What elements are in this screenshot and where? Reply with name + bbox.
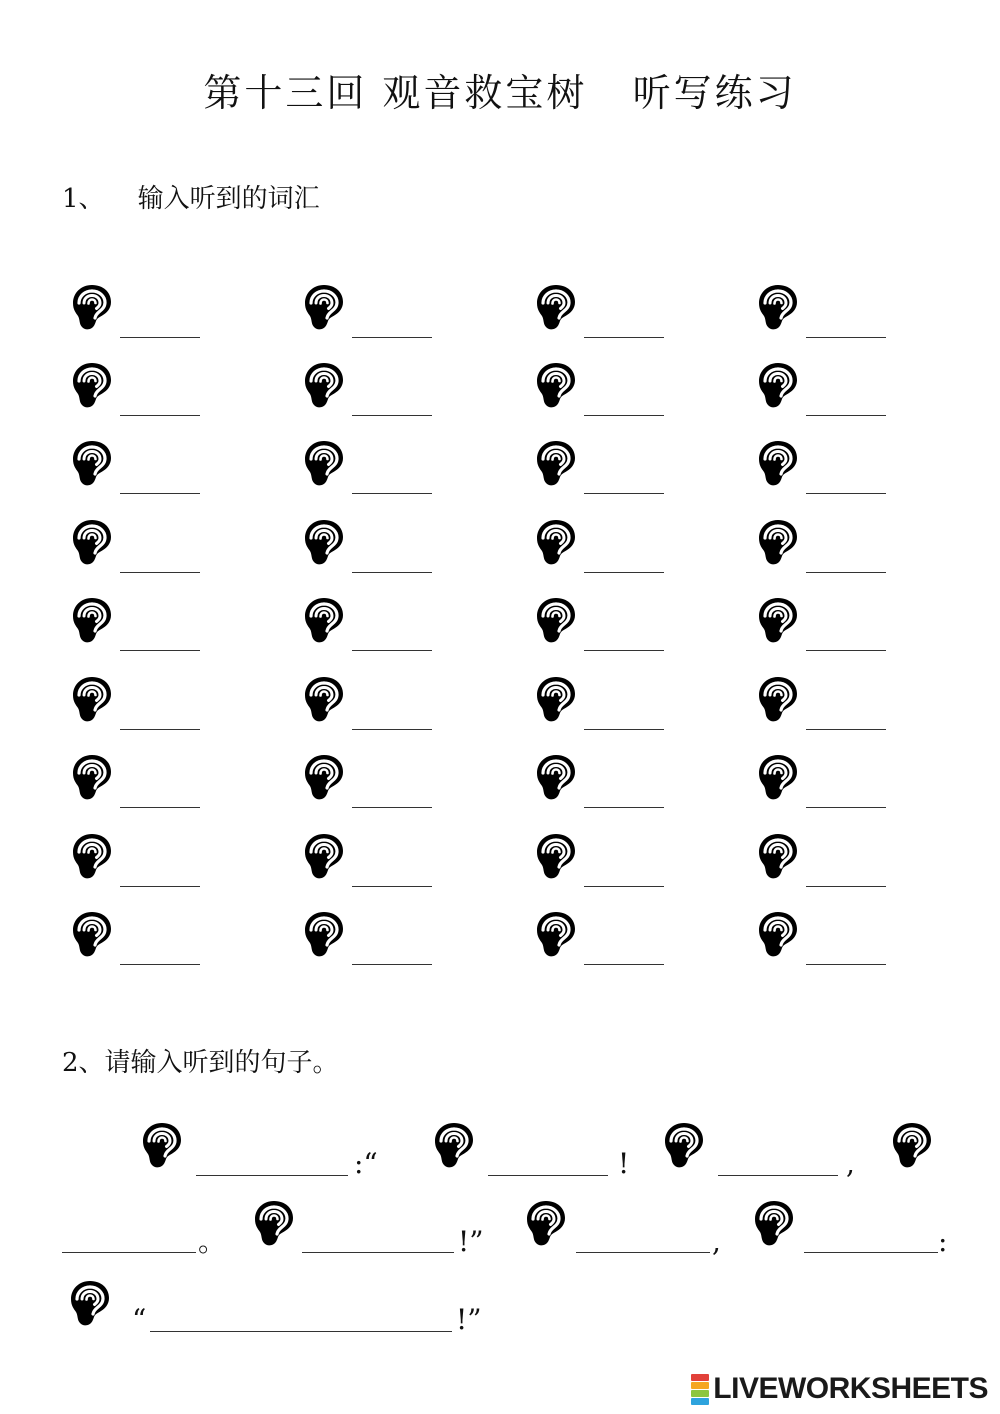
vocab-blank[interactable] — [120, 415, 200, 416]
punctuation: 。 — [198, 1225, 227, 1258]
ear-icon[interactable] — [72, 597, 112, 643]
ear-icon[interactable] — [758, 597, 798, 643]
ear-icon[interactable] — [304, 754, 344, 800]
punctuation: !” — [456, 1303, 482, 1336]
ear-icon[interactable] — [536, 284, 576, 330]
sentence-blank[interactable] — [302, 1252, 454, 1253]
vocab-blank[interactable] — [352, 886, 432, 887]
ear-icon[interactable] — [536, 519, 576, 565]
vocab-blank[interactable] — [352, 337, 432, 338]
ear-icon[interactable] — [536, 833, 576, 879]
vocab-blank[interactable] — [584, 886, 664, 887]
vocab-blank[interactable] — [584, 729, 664, 730]
ear-icon[interactable] — [304, 440, 344, 486]
ear-icon[interactable] — [892, 1122, 932, 1168]
vocab-blank[interactable] — [584, 493, 664, 494]
sentence-blank[interactable] — [150, 1331, 452, 1332]
ear-icon[interactable] — [536, 440, 576, 486]
ear-icon[interactable] — [758, 676, 798, 722]
vocab-blank[interactable] — [584, 572, 664, 573]
sentence-blank[interactable] — [576, 1252, 710, 1253]
punctuation: :“ — [354, 1147, 378, 1180]
punctuation: ! — [618, 1147, 630, 1180]
ear-icon[interactable] — [758, 284, 798, 330]
vocab-blank[interactable] — [120, 572, 200, 573]
sentence-blank[interactable] — [488, 1175, 608, 1176]
vocab-blank[interactable] — [352, 807, 432, 808]
logo-mark-icon — [691, 1374, 709, 1404]
vocab-blank[interactable] — [352, 650, 432, 651]
vocab-blank[interactable] — [120, 493, 200, 494]
liveworksheets-logo — [691, 1372, 988, 1406]
vocab-blank[interactable] — [806, 572, 886, 573]
ear-icon[interactable] — [758, 833, 798, 879]
ear-icon[interactable] — [304, 676, 344, 722]
ear-icon[interactable] — [72, 284, 112, 330]
vocab-blank[interactable] — [806, 964, 886, 965]
vocab-blank[interactable] — [120, 886, 200, 887]
ear-icon[interactable] — [536, 911, 576, 957]
vocab-blank[interactable] — [584, 807, 664, 808]
sentence-blank[interactable] — [196, 1175, 348, 1176]
vocab-blank[interactable] — [584, 650, 664, 651]
vocab-blank[interactable] — [584, 337, 664, 338]
ear-icon[interactable] — [72, 362, 112, 408]
sentence-blank[interactable] — [718, 1175, 838, 1176]
ear-icon[interactable] — [304, 597, 344, 643]
vocab-blank[interactable] — [352, 415, 432, 416]
vocab-blank[interactable] — [806, 807, 886, 808]
vocab-blank[interactable] — [352, 964, 432, 965]
vocab-blank[interactable] — [584, 964, 664, 965]
punctuation: : — [938, 1225, 948, 1258]
vocab-blank[interactable] — [120, 807, 200, 808]
ear-icon[interactable] — [536, 597, 576, 643]
ear-icon[interactable] — [72, 676, 112, 722]
ear-icon[interactable] — [304, 284, 344, 330]
ear-icon[interactable] — [254, 1200, 294, 1246]
vocab-blank[interactable] — [352, 729, 432, 730]
ear-icon[interactable] — [758, 440, 798, 486]
ear-icon[interactable] — [758, 754, 798, 800]
vocab-blank[interactable] — [352, 572, 432, 573]
vocab-blank[interactable] — [806, 729, 886, 730]
logo-text: LIVEWORKSHEETS — [713, 1372, 988, 1405]
ear-icon[interactable] — [536, 676, 576, 722]
sentence-blank[interactable] — [804, 1252, 938, 1253]
ear-icon[interactable] — [70, 1280, 110, 1326]
ear-icon[interactable] — [304, 519, 344, 565]
punctuation: , — [712, 1225, 721, 1258]
vocab-blank[interactable] — [806, 886, 886, 887]
vocab-blank[interactable] — [806, 415, 886, 416]
vocab-blank[interactable] — [806, 650, 886, 651]
vocab-blank[interactable] — [120, 650, 200, 651]
ear-icon[interactable] — [526, 1200, 566, 1246]
punctuation: “ — [132, 1303, 147, 1336]
ear-icon[interactable] — [72, 519, 112, 565]
punctuation: !” — [458, 1225, 484, 1258]
ear-icon[interactable] — [434, 1122, 474, 1168]
ear-icon[interactable] — [72, 833, 112, 879]
vocab-blank[interactable] — [120, 337, 200, 338]
ear-icon[interactable] — [536, 754, 576, 800]
vocab-blank[interactable] — [120, 964, 200, 965]
ear-icon[interactable] — [304, 911, 344, 957]
vocab-blank[interactable] — [806, 337, 886, 338]
ear-icon[interactable] — [758, 911, 798, 957]
page-title: 第十三回 观音救宝树 听写练习 — [203, 71, 797, 115]
ear-icon[interactable] — [72, 440, 112, 486]
vocab-blank[interactable] — [120, 729, 200, 730]
ear-icon[interactable] — [304, 362, 344, 408]
ear-icon[interactable] — [536, 362, 576, 408]
ear-icon[interactable] — [664, 1122, 704, 1168]
vocab-blank[interactable] — [806, 493, 886, 494]
question-1-label: 1、 输入听到的词汇 — [62, 184, 320, 214]
sentence-blank[interactable] — [62, 1252, 196, 1253]
ear-icon[interactable] — [72, 911, 112, 957]
vocab-blank[interactable] — [584, 415, 664, 416]
punctuation: , — [846, 1147, 855, 1180]
question-2-label: 2、请输入听到的句子。 — [62, 1048, 339, 1078]
ear-icon[interactable] — [304, 833, 344, 879]
ear-icon[interactable] — [72, 754, 112, 800]
ear-icon[interactable] — [758, 519, 798, 565]
ear-icon[interactable] — [758, 362, 798, 408]
ear-icon[interactable] — [754, 1200, 794, 1246]
vocab-blank[interactable] — [352, 493, 432, 494]
ear-icon[interactable] — [142, 1122, 182, 1168]
